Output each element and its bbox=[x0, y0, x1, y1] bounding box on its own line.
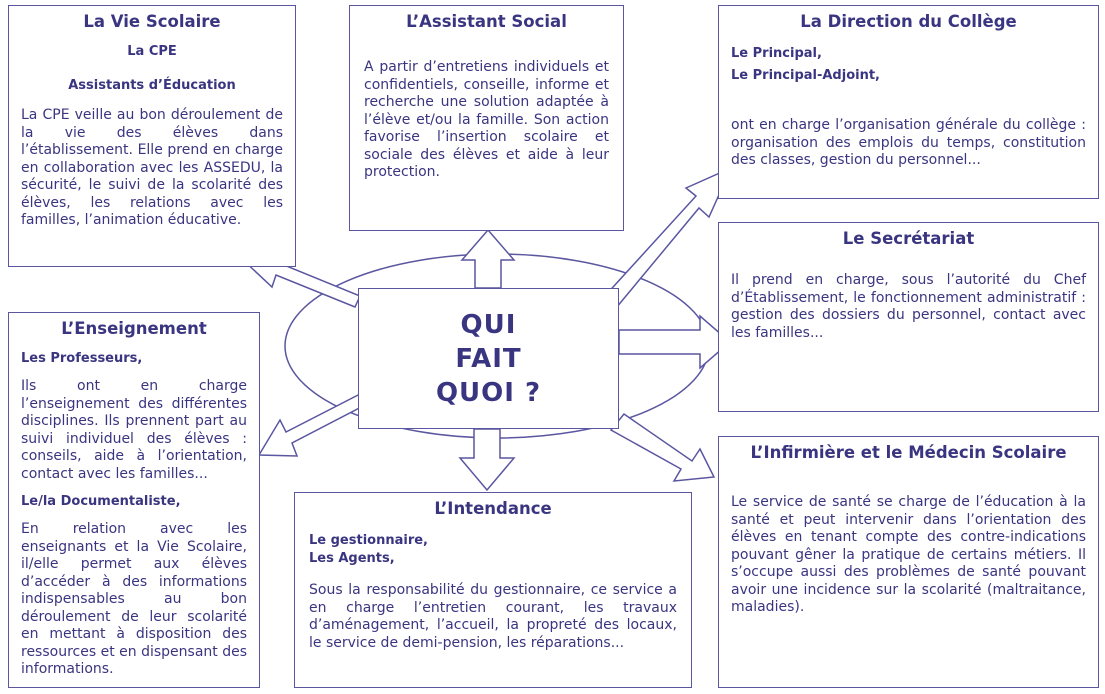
enseignement-sub-documentaliste: Le/la Documentaliste, bbox=[21, 494, 181, 509]
box-assistant-social bbox=[349, 5, 624, 231]
vie-scolaire-title: La Vie Scolaire bbox=[83, 12, 221, 31]
enseignement-sub-professeurs: Les Professeurs, bbox=[21, 351, 143, 366]
infirmiere-text: Le service de santé se charge de l’éducation à la santé et peut intervenir dans l’orientation des élèves en tenant compte des contre-indications pouvant gêner la pratique de certains métiers. Il s’occupe aussi des problèmes de santé pouvant avoir une incidence sur la scolarité (maltraitance, maladies). bbox=[731, 494, 1086, 615]
box-infirmiere bbox=[718, 436, 1099, 688]
intendance-text: Sous la responsabilité du gestionnaire, ce service a en charge l’entretien courant, les travaux d’aménagement, l’accueil, la propreté des locaux, le service de demi-pension, les réparations... bbox=[309, 582, 677, 651]
center-title: QUI FAIT QUOI ? bbox=[435, 309, 542, 408]
enseignement-text-professeurs: Ils ont en charge l’enseignement des différentes disciplines. Ils prennent part au suivi individuel des élèves : conseils, aide à l’orientation, contact avec les familles... bbox=[21, 378, 247, 482]
arrow-to-assistant-social bbox=[462, 230, 514, 288]
arrow-to-secretariat bbox=[619, 316, 730, 368]
box-enseignement bbox=[8, 312, 260, 688]
box-intendance bbox=[294, 492, 692, 688]
direction-title: La Direction du Collège bbox=[800, 12, 1017, 31]
direction-sub-adjoint: Le Principal-Adjoint, bbox=[731, 68, 880, 83]
enseignement-text-documentaliste: En relation avec les enseignants et la Vie Scolaire, il/elle permet aux élèves d’accéder à des informations indispensables au bon déroulement de leur scolarité en mettant à disposition des ressources et en dispensant des informations. bbox=[21, 521, 248, 677]
vie-scolaire-sub-cpe: La CPE bbox=[127, 44, 177, 59]
intendance-sub-gestionnaire: Le gestionnaire, bbox=[309, 533, 428, 548]
secretariat-text: Il prend en charge, sous l’autorité du Chef d’Établissement, le fonctionnement administratif : gestion des dossiers du personnel, contact avec les familles... bbox=[731, 272, 1086, 341]
vie-scolaire-text: La CPE veille au bon déroulement de la vie des élèves dans l’établissement. Elle prend en charge en collaboration avec les ASSEDU, la sécurité, le suivi de la scolarité des élèves, les relations avec les familles, l’animation éducative. bbox=[21, 107, 283, 228]
direction-text: ont en charge l’organisation générale du collège : organisation des emplois du temps, constitution des classes, gestion du personnel... bbox=[731, 117, 1086, 168]
assistant-social-text: A partir d’entretiens individuels et confidentiels, conseille, informe et recherche une solution adaptée à l’élève et/ou la famille. Son action favorise l’insertion scolaire et sociale des élèves et aide à leur protection. bbox=[364, 59, 609, 180]
center-box bbox=[358, 288, 619, 429]
box-vie-scolaire bbox=[8, 5, 296, 267]
enseignement-title: L’Enseignement bbox=[61, 319, 207, 338]
arrow-to-infirmiere bbox=[611, 414, 714, 481]
intendance-title: L’Intendance bbox=[434, 499, 552, 518]
infirmiere-title: L’Infirmière et le Médecin Scolaire bbox=[750, 443, 1067, 462]
intendance-sub-agents: Les Agents, bbox=[309, 551, 395, 566]
direction-sub-principal: Le Principal, bbox=[731, 46, 822, 61]
box-secretariat bbox=[718, 222, 1099, 412]
vie-scolaire-sub-assistants: Assistants d’Éducation bbox=[68, 78, 236, 93]
arrow-to-enseignement bbox=[259, 393, 367, 456]
assistant-social-title: L’Assistant Social bbox=[406, 12, 567, 31]
box-direction bbox=[718, 5, 1099, 199]
secretariat-title: Le Secrétariat bbox=[842, 229, 975, 248]
